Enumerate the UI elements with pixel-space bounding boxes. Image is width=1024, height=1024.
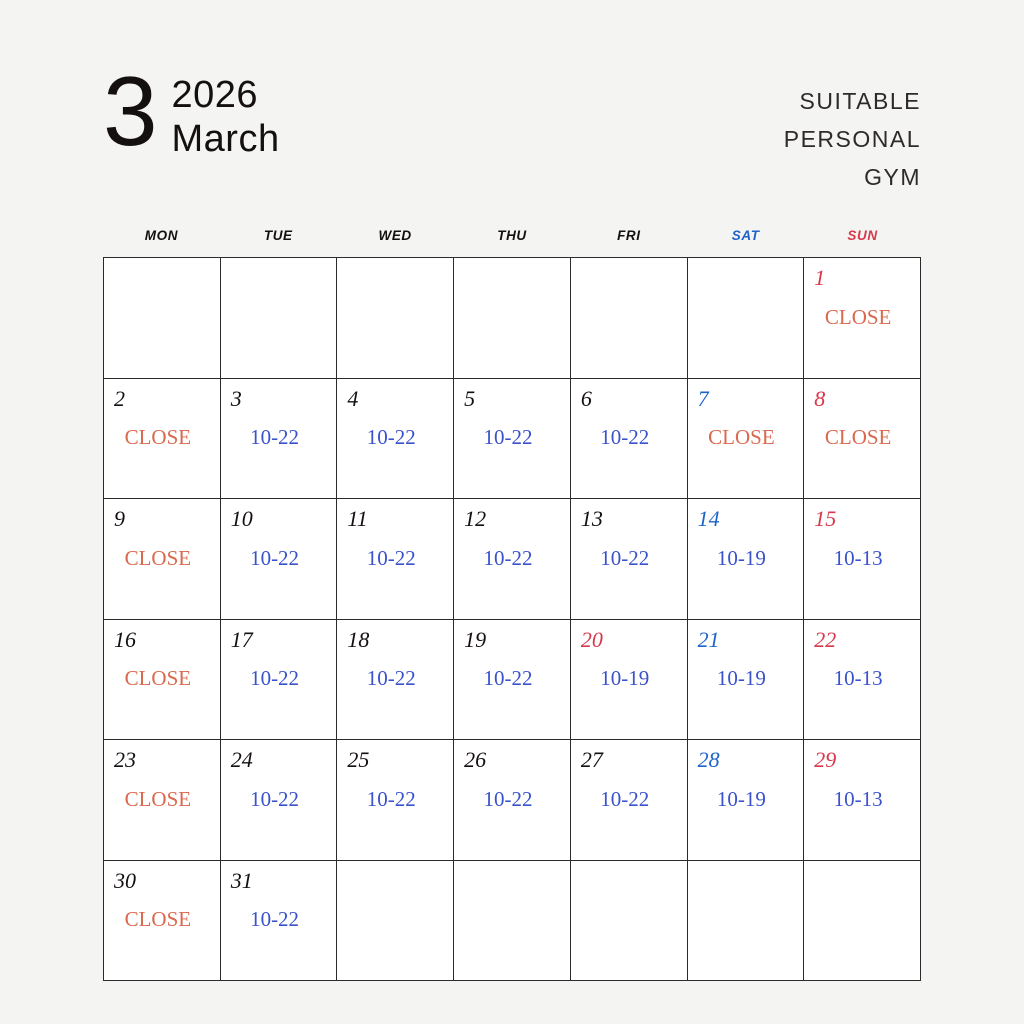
day-opening-hours: 10-22	[250, 786, 300, 811]
day-cell[interactable]	[221, 499, 338, 620]
brand-line-2: PERSONAL	[783, 126, 921, 152]
day-cell-empty	[454, 258, 571, 379]
day-number: 14	[697, 506, 720, 531]
day-opening-hours: 10-22	[250, 545, 300, 570]
month-number: 3	[103, 56, 156, 166]
day-opening-hours: 10-13	[833, 666, 883, 690]
brand-line-1: SUITABLE	[799, 88, 921, 114]
weekday-label-tue: TUE	[263, 228, 293, 243]
day-cell-empty	[571, 258, 688, 379]
day-opening-hours: 10-22	[250, 907, 300, 931]
day-cell[interactable]	[571, 620, 688, 741]
day-status-close: CLOSE	[124, 545, 192, 570]
weekday-header-row	[103, 228, 921, 243]
day-number: 27	[580, 747, 603, 772]
day-cell[interactable]	[571, 379, 688, 500]
day-status-close: CLOSE	[124, 425, 192, 449]
day-opening-hours: 10-22	[483, 666, 533, 690]
day-number: 17	[230, 626, 253, 652]
day-number: 25	[347, 747, 370, 772]
day-opening-hours: 10-19	[600, 666, 650, 690]
month-name-label: March	[171, 118, 280, 160]
day-cell[interactable]	[688, 620, 805, 741]
weekday-label-thu: THU	[497, 228, 527, 243]
day-number: 9	[114, 506, 125, 531]
day-status-close: CLOSE	[824, 425, 892, 449]
calendar-header	[103, 56, 921, 192]
day-cell[interactable]	[104, 740, 221, 861]
day-cell-empty	[221, 258, 338, 379]
day-opening-hours: 10-22	[366, 666, 416, 690]
day-cell-empty	[104, 258, 221, 379]
day-cell[interactable]	[337, 740, 454, 861]
day-number: 20	[580, 626, 603, 652]
day-number: 23	[114, 747, 136, 772]
day-cell[interactable]	[221, 379, 338, 500]
day-cell[interactable]	[337, 379, 454, 500]
weekday-label-sat: SAT	[731, 228, 760, 243]
brand-line-3: GYM	[864, 164, 921, 190]
day-number: 6	[580, 385, 592, 411]
day-number: 11	[347, 506, 368, 531]
day-opening-hours: 10-22	[483, 545, 533, 570]
day-number: 7	[697, 385, 709, 411]
day-cell[interactable]	[804, 620, 921, 741]
day-cell[interactable]	[104, 620, 221, 741]
day-opening-hours: 10-22	[483, 425, 533, 449]
day-cell[interactable]	[337, 499, 454, 620]
day-status-close: CLOSE	[124, 907, 192, 931]
day-number: 28	[697, 747, 720, 772]
day-status-close: CLOSE	[124, 666, 192, 690]
day-cell-empty	[688, 258, 805, 379]
day-cell-empty	[688, 861, 805, 982]
day-number: 26	[464, 747, 487, 772]
day-cell[interactable]	[337, 620, 454, 741]
calendar-grid	[103, 257, 921, 981]
day-cell[interactable]	[804, 740, 921, 861]
day-number: 5	[464, 385, 476, 411]
day-cell[interactable]	[454, 499, 571, 620]
day-status-close: CLOSE	[824, 304, 892, 329]
day-number: 31	[230, 867, 253, 893]
day-number: 19	[464, 626, 487, 652]
day-cell[interactable]	[104, 379, 221, 500]
day-status-close: CLOSE	[708, 425, 775, 449]
day-cell-empty	[454, 861, 571, 982]
day-number: 16	[114, 626, 136, 652]
weekday-label-fri: FRI	[617, 228, 641, 243]
day-opening-hours: 10-22	[600, 545, 650, 570]
day-number: 4	[347, 385, 359, 411]
day-cell-empty	[571, 861, 688, 982]
day-cell[interactable]	[104, 861, 221, 982]
day-opening-hours: 10-22	[600, 786, 650, 811]
day-cell[interactable]	[221, 620, 338, 741]
day-opening-hours: 10-22	[366, 425, 416, 449]
weekday-label-mon: MON	[144, 228, 179, 243]
day-number: 13	[580, 506, 603, 531]
day-number: 2	[114, 385, 125, 411]
weekday-label-sun: SUN	[847, 228, 878, 243]
day-cell[interactable]	[454, 379, 571, 500]
day-opening-hours: 10-13	[833, 545, 883, 570]
day-opening-hours: 10-22	[600, 425, 650, 449]
day-cell[interactable]	[454, 620, 571, 741]
day-number: 22	[814, 626, 837, 652]
day-cell[interactable]	[804, 499, 921, 620]
day-cell[interactable]	[571, 740, 688, 861]
day-opening-hours: 10-19	[716, 786, 766, 811]
day-opening-hours: 10-19	[716, 666, 766, 690]
brand-block	[784, 82, 921, 196]
day-number: 1	[814, 265, 826, 290]
calendar-title	[103, 56, 280, 166]
day-cell-empty	[337, 861, 454, 982]
day-opening-hours: 10-22	[250, 666, 300, 690]
day-opening-hours: 10-13	[833, 786, 883, 811]
day-number: 30	[114, 867, 136, 893]
day-cell[interactable]	[804, 379, 921, 500]
day-cell[interactable]	[688, 499, 805, 620]
day-cell[interactable]	[104, 499, 221, 620]
day-number: 12	[464, 506, 487, 531]
weekday-label-wed: WED	[378, 228, 412, 243]
day-cell[interactable]	[688, 740, 805, 861]
day-number: 8	[814, 385, 826, 411]
day-cell-empty	[337, 258, 454, 379]
day-number: 3	[230, 385, 242, 411]
day-cell[interactable]	[804, 258, 921, 379]
day-opening-hours: 10-19	[716, 545, 766, 570]
day-number: 10	[230, 506, 253, 531]
day-cell[interactable]	[571, 499, 688, 620]
day-opening-hours: 10-22	[366, 786, 416, 811]
day-cell[interactable]	[221, 861, 338, 982]
day-status-close: CLOSE	[124, 786, 192, 811]
day-cell[interactable]	[688, 379, 805, 500]
day-number: 24	[230, 747, 253, 772]
day-number: 29	[814, 747, 837, 772]
year-label: 2026	[171, 74, 259, 116]
year-month-block	[172, 74, 280, 162]
day-number: 18	[347, 626, 370, 652]
day-opening-hours: 10-22	[250, 425, 300, 449]
day-number: 15	[814, 506, 837, 531]
day-cell-empty	[804, 861, 921, 982]
day-cell[interactable]	[221, 740, 338, 861]
day-opening-hours: 10-22	[366, 545, 416, 570]
day-number: 21	[697, 626, 720, 652]
day-opening-hours: 10-22	[483, 786, 533, 811]
day-cell[interactable]	[454, 740, 571, 861]
